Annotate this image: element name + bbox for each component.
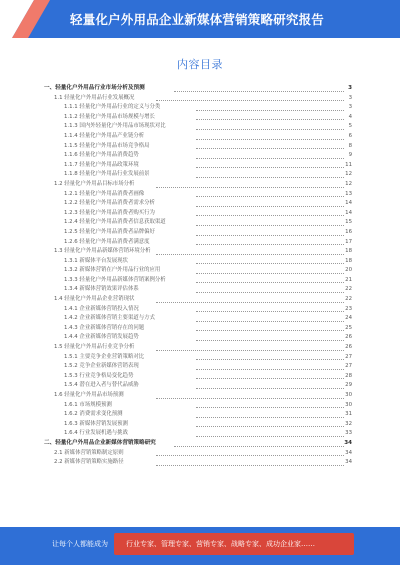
toc-page-number: 26 bbox=[345, 344, 352, 351]
toc-entry[interactable] bbox=[44, 84, 352, 94]
toc-page-number: 23 bbox=[345, 305, 352, 312]
toc-entry-title: 1.2 轻量化户外用品目标市场分析 bbox=[54, 180, 135, 187]
toc-page-number: 26 bbox=[345, 334, 352, 341]
toc-leader-dots bbox=[196, 158, 344, 159]
toc-entry[interactable] bbox=[44, 122, 352, 132]
toc-entry[interactable] bbox=[44, 314, 352, 324]
toc-page-number: 12 bbox=[345, 171, 352, 178]
toc-entry[interactable] bbox=[44, 324, 352, 334]
toc-entry[interactable] bbox=[44, 420, 352, 430]
report-title: 轻量化户外用品企业新媒体营销策略研究报告 bbox=[70, 12, 325, 27]
toc-leader-dots bbox=[196, 388, 344, 389]
toc-entry-title: 1.5.4 潜在进入者与替代品威胁 bbox=[64, 382, 139, 389]
toc-leader-dots bbox=[196, 330, 344, 331]
toc-entry[interactable] bbox=[44, 391, 352, 401]
toc-entry-title: 1.2.5 轻量化户外用品消费者品牌偏好 bbox=[64, 228, 155, 235]
toc-leader-dots bbox=[196, 110, 344, 111]
toc-page-number: 15 bbox=[345, 219, 352, 226]
toc-leader-dots bbox=[196, 196, 344, 197]
toc-leader-dots bbox=[196, 177, 344, 178]
toc-leader-dots bbox=[196, 215, 344, 216]
toc-leader-dots bbox=[174, 446, 344, 447]
toc-entry[interactable] bbox=[44, 266, 352, 276]
toc-leader-dots bbox=[196, 167, 344, 168]
toc-entry-title: 1.6.2 消费需求变化预测 bbox=[64, 411, 123, 418]
toc-leader-dots bbox=[156, 455, 344, 456]
toc-page-number: 16 bbox=[345, 228, 352, 235]
toc-leader-dots bbox=[196, 139, 344, 140]
footer-badge bbox=[114, 533, 354, 555]
toc-entry-title: 1.3 轻量化户外用品新媒体营销环境分析 bbox=[54, 248, 151, 255]
toc-entry[interactable] bbox=[44, 218, 352, 228]
toc-page-number: 6 bbox=[348, 132, 352, 139]
toc-entry-title: 1.1.7 轻量化户外用品政策环境 bbox=[64, 161, 139, 168]
toc-entry-title: 1.1.3 国内外轻量化户外用品市场现状对比 bbox=[64, 123, 166, 130]
toc-leader-dots bbox=[196, 311, 344, 312]
toc-leader-dots bbox=[156, 254, 344, 255]
toc-entry-title: 1.1.1 轻量化户外用品行业的定义与分类 bbox=[64, 104, 161, 111]
toc-entry[interactable] bbox=[44, 113, 352, 123]
toc-entry-title: 1.2.1 轻量化户外用品消费者画像 bbox=[64, 190, 145, 197]
toc-entry-title: 1.1.2 轻量化户外用品市场规模与增长 bbox=[64, 113, 155, 120]
toc-page-number: 27 bbox=[345, 363, 352, 370]
toc-page-number: 18 bbox=[345, 248, 352, 255]
footer-slogan: 让每个人都能成为 bbox=[52, 540, 108, 548]
toc-entry[interactable] bbox=[44, 333, 352, 343]
toc-page-number: 18 bbox=[345, 257, 352, 264]
toc-entry[interactable] bbox=[44, 228, 352, 238]
toc-leader-dots bbox=[196, 436, 344, 437]
toc-leader-dots bbox=[156, 350, 344, 351]
toc-entry[interactable] bbox=[44, 180, 352, 190]
toc-page-number: 3 bbox=[348, 104, 352, 111]
toc-entry-title: 1.1.8 轻量化户外用品行业发展前景 bbox=[64, 171, 150, 178]
page-header bbox=[0, 0, 400, 38]
toc-leader-dots bbox=[196, 407, 344, 408]
toc-leader-dots bbox=[196, 292, 344, 293]
toc-page-number: 13 bbox=[345, 190, 352, 197]
toc-leader-dots bbox=[174, 91, 344, 92]
toc-page-number: 17 bbox=[345, 238, 352, 245]
toc-entry[interactable] bbox=[44, 199, 352, 209]
toc-page-number: 9 bbox=[348, 152, 352, 159]
toc-leader-dots bbox=[196, 378, 344, 379]
toc-entry-title: 1.2.6 轻量化户外用品消费者满意度 bbox=[64, 238, 150, 245]
toc-leader-dots bbox=[196, 206, 344, 207]
toc-leader-dots bbox=[196, 369, 344, 370]
toc-entry-title: 2.1 新媒体营销策略制定原则 bbox=[54, 449, 124, 456]
toc-page-number: 30 bbox=[345, 401, 352, 408]
toc-page-number: 29 bbox=[345, 382, 352, 389]
toc-page-number: 21 bbox=[345, 276, 352, 283]
toc-page-number: 27 bbox=[345, 353, 352, 360]
table-of-contents bbox=[44, 84, 352, 468]
toc-entry-title: 1.3.3 轻量化户外用品新媒体营销案例分析 bbox=[64, 276, 166, 283]
toc-page-number: 28 bbox=[345, 372, 352, 379]
toc-entry[interactable] bbox=[44, 161, 352, 171]
toc-entry-title: 1.5.2 竞争企业新媒体营销表现 bbox=[64, 363, 139, 370]
toc-page-number: 8 bbox=[348, 142, 352, 149]
toc-leader-dots bbox=[196, 148, 344, 149]
toc-leader-dots bbox=[196, 321, 344, 322]
toc-page-number: 24 bbox=[345, 315, 352, 322]
toc-entry[interactable] bbox=[44, 103, 352, 113]
toc-page-number: 14 bbox=[345, 200, 352, 207]
toc-entry-title: 1.2.4 轻量化户外用品消费者信息获取渠道 bbox=[64, 219, 166, 226]
toc-leader-dots bbox=[196, 244, 344, 245]
toc-entry[interactable] bbox=[44, 295, 352, 305]
toc-entry-title: 1.5.3 行业竞争格局变化趋势 bbox=[64, 372, 134, 379]
toc-entry[interactable] bbox=[44, 151, 352, 161]
toc-leader-dots bbox=[156, 398, 344, 399]
toc-entry-title: 1.1.5 轻量化户外用品市场竞争格局 bbox=[64, 142, 150, 149]
toc-entry-title: 1.1 轻量化户外用品行业发展概况 bbox=[54, 94, 135, 101]
toc-page-number: 34 bbox=[344, 439, 352, 446]
toc-leader-dots bbox=[196, 263, 344, 264]
toc-entry-title: 1.4 轻量化户外用品企业营销现状 bbox=[54, 296, 135, 303]
toc-entry[interactable] bbox=[44, 372, 352, 382]
toc-entry[interactable] bbox=[44, 410, 352, 420]
toc-entry-title: 1.5 轻量化户外用品行业竞争分析 bbox=[54, 344, 135, 351]
toc-page-number: 31 bbox=[345, 411, 352, 418]
toc-entry-title: 1.6.3 新媒体营销发展预测 bbox=[64, 420, 128, 427]
toc-entry-title: 2.2 新媒体营销策略实施路径 bbox=[54, 459, 124, 466]
toc-page-number: 25 bbox=[345, 324, 352, 331]
toc-entry[interactable] bbox=[44, 209, 352, 219]
toc-page-number: 34 bbox=[345, 459, 352, 466]
toc-leader-dots bbox=[196, 129, 344, 130]
toc-entry[interactable] bbox=[44, 353, 352, 363]
toc-heading: 内容目录 bbox=[177, 58, 223, 71]
toc-entry-title: 1.4.4 企业新媒体营销发展趋势 bbox=[64, 334, 139, 341]
toc-page-number: 11 bbox=[345, 161, 352, 168]
toc-entry-title: 1.6 轻量化户外用品市场预测 bbox=[54, 392, 124, 398]
toc-entry[interactable] bbox=[44, 238, 352, 248]
toc-page-number: 3 bbox=[348, 94, 352, 101]
toc-page-number: 30 bbox=[345, 392, 352, 398]
toc-entry-title: 1.3.4 新媒体营销效果评估体系 bbox=[64, 286, 139, 293]
toc-page-number: 33 bbox=[345, 430, 352, 437]
toc-page-number: 22 bbox=[345, 286, 352, 293]
toc-entry[interactable] bbox=[44, 429, 352, 439]
toc-entry[interactable] bbox=[44, 247, 352, 257]
toc-entry-title: 1.6.1 市场规模预测 bbox=[64, 401, 112, 408]
toc-entry-title: 1.4.3 企业新媒体营销存在的问题 bbox=[64, 324, 145, 331]
toc-page-number: 14 bbox=[345, 209, 352, 216]
toc-entry-title: 1.2.3 轻量化户外用品消费者购买行为 bbox=[64, 209, 155, 216]
toc-entry-title: 1.4.1 企业新媒体营销投入情况 bbox=[64, 305, 139, 312]
toc-page-number: 32 bbox=[345, 420, 352, 427]
toc-entry[interactable] bbox=[44, 142, 352, 152]
toc-page-number: 12 bbox=[345, 180, 352, 187]
toc-entry-title: 1.2.2 轻量化户外用品消费者需求分析 bbox=[64, 200, 155, 207]
toc-entry[interactable] bbox=[44, 132, 352, 142]
toc-leader-dots bbox=[196, 273, 344, 274]
toc-leader-dots bbox=[156, 187, 344, 188]
toc-page-number: 5 bbox=[348, 123, 352, 130]
toc-entry[interactable] bbox=[44, 276, 352, 286]
toc-leader-dots bbox=[156, 302, 344, 303]
toc-page-number: 22 bbox=[345, 296, 352, 303]
toc-leader-dots bbox=[196, 119, 344, 120]
toc-leader-dots bbox=[196, 417, 344, 418]
toc-leader-dots bbox=[196, 340, 344, 341]
toc-entry-title: 二、轻量化户外用品企业新媒体营销策略研究 bbox=[44, 439, 156, 446]
toc-leader-dots bbox=[156, 465, 344, 466]
toc-entry[interactable] bbox=[44, 439, 352, 449]
toc-entry[interactable] bbox=[44, 343, 352, 353]
toc-entry[interactable] bbox=[44, 257, 352, 267]
footer-badge-text: 行业专家、管理专家、营销专家、战略专家、成功企业家…… bbox=[126, 540, 315, 548]
toc-entry[interactable] bbox=[44, 401, 352, 411]
toc-entry-title: 一、轻量化户外用品行业市场分析及预测 bbox=[44, 85, 145, 91]
toc-page-number: 34 bbox=[345, 449, 352, 456]
toc-entry[interactable] bbox=[44, 362, 352, 372]
toc-page-number: 4 bbox=[348, 113, 352, 120]
toc-entry[interactable] bbox=[44, 190, 352, 200]
toc-entry-title: 1.4.2 企业新媒体营销主要渠道与方式 bbox=[64, 315, 155, 322]
toc-entry-title: 1.1.4 轻量化户外用品产业链分析 bbox=[64, 132, 145, 139]
toc-entry-title: 1.6.4 行业发展机遇与挑战 bbox=[64, 430, 128, 437]
page-footer bbox=[0, 527, 400, 565]
toc-entry-title: 1.3.2 新媒体营销在户外用品行业的应用 bbox=[64, 267, 161, 274]
toc-entry[interactable] bbox=[44, 94, 352, 104]
toc-entry[interactable] bbox=[44, 305, 352, 315]
toc-entry-title: 1.3.1 新媒体平台发展现状 bbox=[64, 257, 128, 264]
toc-entry[interactable] bbox=[44, 285, 352, 295]
toc-page-number: 3 bbox=[348, 85, 352, 91]
toc-leader-dots bbox=[196, 235, 344, 236]
toc-page-number: 20 bbox=[345, 267, 352, 274]
toc-entry-title: 1.5.1 主要竞争企业营销策略对比 bbox=[64, 353, 145, 360]
toc-leader-dots bbox=[196, 225, 344, 226]
toc-entry[interactable] bbox=[44, 381, 352, 391]
toc-entry[interactable] bbox=[44, 458, 352, 468]
toc-leader-dots bbox=[156, 100, 344, 101]
toc-entry-title: 1.1.6 轻量化户外用品消费趋势 bbox=[64, 152, 139, 159]
toc-leader-dots bbox=[196, 426, 344, 427]
toc-leader-dots bbox=[196, 359, 344, 360]
toc-leader-dots bbox=[196, 282, 344, 283]
toc-entry[interactable] bbox=[44, 170, 352, 180]
toc-entry[interactable] bbox=[44, 449, 352, 459]
